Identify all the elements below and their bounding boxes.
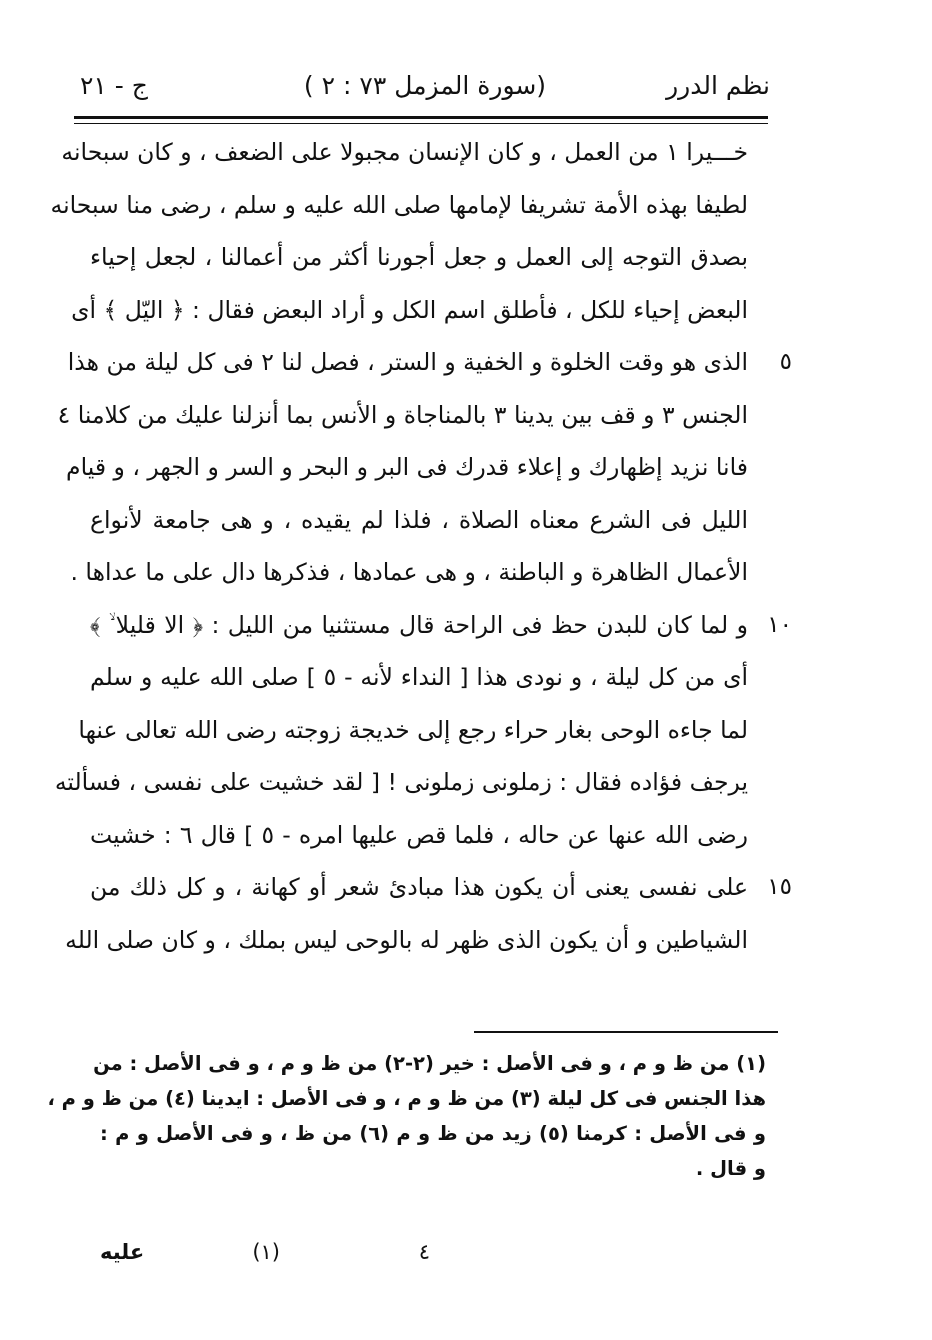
running-head xyxy=(80,66,770,106)
sheet-number: ٤ xyxy=(418,1240,430,1264)
header-rule-thin xyxy=(74,123,768,124)
footnote-line: و فى الأصل : كرمنا (٥) زيد من ظ و م (٦) من ظ ، و فى الأصل و م : xyxy=(100,1122,766,1145)
line-text: بصدق التوجه إلى العمل و جعل أجورنا أكثر من أعمالنا ، لجعل إحياء xyxy=(90,243,748,271)
line-text: لطيفا بهذه الأمة تشريفا لإمامها صلى الله عليه و سلم ، رضى منا سبحانه xyxy=(50,190,748,219)
text-line xyxy=(71,284,748,337)
signature-marker: (١) xyxy=(252,1240,280,1264)
text-line xyxy=(90,494,748,547)
line-number: ٥ xyxy=(779,349,792,375)
text-line xyxy=(54,756,748,809)
footnote-line: هذا الجنس فى كل ليلة (٣) من ظ و م ، و فى الأصل : ايدينا (٤) من ظ و م ، xyxy=(47,1087,766,1110)
line-text: و لما كان للبدن حظ فى الراحة قال مستثنيا من الليل : ﴿ الا قليلا ۙ ﴾ xyxy=(90,610,748,639)
text-line xyxy=(66,441,748,494)
text-line xyxy=(70,546,748,599)
text-line xyxy=(90,599,792,652)
footnote-rule xyxy=(474,1031,778,1033)
line-text: يرجف فؤاده فقال : زملونى زملونى ! [ لقد خشيت على نفسى ، فسألته xyxy=(54,768,748,796)
text-line xyxy=(61,126,748,179)
footnote-line: (١) من ظ و م ، و فى الأصل : خير (٢-٢) من ظ و م ، و فى الأصل : من xyxy=(93,1052,766,1075)
line-text: الأعمال الظاهرة و الباطنة ، و هى عمادها ، فذكرها دال على ما عداها . xyxy=(70,558,748,586)
line-text: البعض إحياء للكل ، فأطلق اسم الكل و أراد البعض فقال : ﴿ اليّل ﴾ أى xyxy=(71,295,748,324)
text-line xyxy=(90,651,748,704)
line-text: لما جاءه الوحى بغار حراء رجع إلى خديجة زوجته رضى الله تعالى عنها xyxy=(78,715,748,744)
text-line xyxy=(57,389,748,442)
line-text: أى من كل ليلة ، و نودى هذا [ النداء لأنه - ٥ ] صلى الله عليه و سلم xyxy=(90,663,748,691)
line-text: الشياطين و أن يكون الذى ظهر له بالوحى ليس بملك ، و كان صلى الله xyxy=(65,925,748,954)
line-text: على نفسى يعنى أن يكون هذا مبادئ شعر أو كهانة ، و كل ذلك من xyxy=(90,873,748,901)
text-line xyxy=(90,809,748,862)
surah-reference: (سورة المزمل ٧٣ : ٢ ) xyxy=(303,71,547,100)
text-line xyxy=(65,914,748,967)
text-line xyxy=(90,861,792,914)
line-number: ١٠ xyxy=(767,611,792,638)
line-text: فانا نزيد إظهارك و إعلاء قدرك فى البر و البحر و السر و الجهر ، و قيام xyxy=(66,453,748,481)
text-line xyxy=(67,336,792,389)
footnotes xyxy=(47,1046,766,1186)
line-text: الذى هو وقت الخلوة و الخفية و الستر ، فصل لنا ٢ فى كل ليلة من هذا xyxy=(67,348,748,376)
line-text: رضى الله عنها عن حاله ، فلما قص عليها امره - ٥ ] قال ٦ : خشيت xyxy=(90,820,749,849)
text-line xyxy=(78,704,748,757)
volume-reference: ج - ٢١ xyxy=(80,71,148,100)
line-number: ١٥ xyxy=(767,874,792,900)
text-line xyxy=(50,179,748,232)
line-text: الليل فى الشرع معناه الصلاة ، فلذا لم يقيده ، و هى جامعة لأنواع xyxy=(90,505,748,534)
header-rule xyxy=(74,116,768,119)
footnote-line: و قال . xyxy=(695,1157,766,1180)
signature-line xyxy=(100,1232,430,1272)
body-text xyxy=(50,126,792,966)
line-text: الجنس ٣ و قف بين يدينا ٣ بالمناجاة و الأنس بما أنزلنا عليك من كلامنا ٤ xyxy=(57,400,748,429)
line-text: خـــيرا ١ من العمل ، و كان الإنسان مجبولا على الضعف ، و كان سبحانه xyxy=(61,138,748,166)
catchword: عليه xyxy=(100,1240,145,1264)
text-line xyxy=(90,231,748,284)
book-title: نظم الدرر xyxy=(666,71,770,100)
